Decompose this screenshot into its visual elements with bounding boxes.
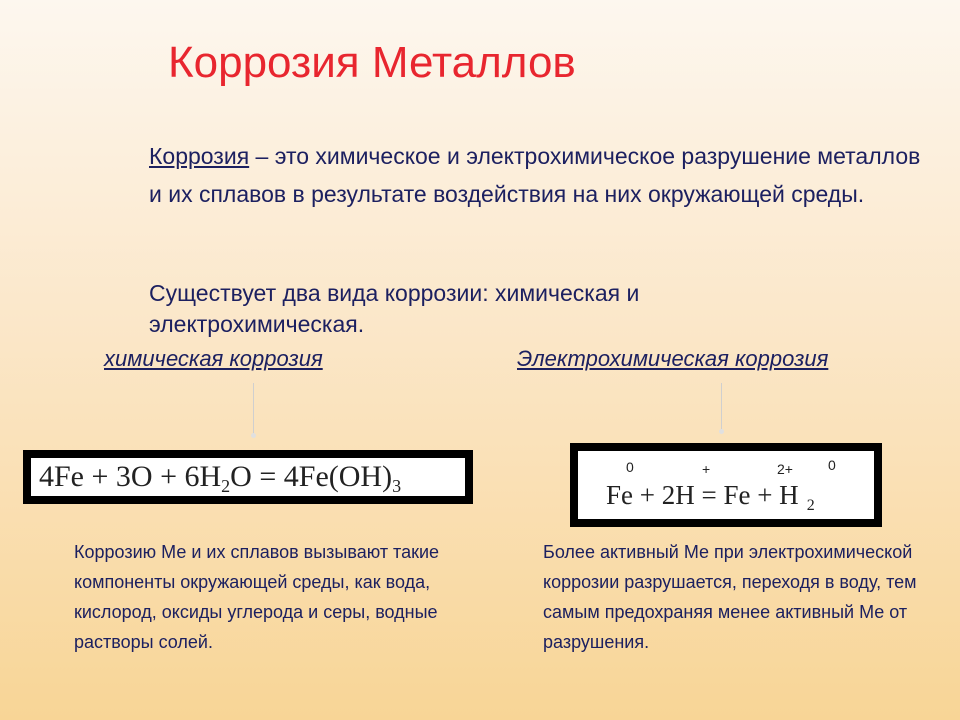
oxidation-state-h-left: + <box>702 461 711 477</box>
electro-equation-subscript: 2 <box>806 497 815 514</box>
right-connector-line <box>721 383 722 433</box>
definition-term: Коррозия <box>149 143 250 169</box>
left-connector-arrowhead <box>251 433 256 438</box>
formula-part-1: 4Fe + 3O + 6H <box>39 460 222 493</box>
oxidation-state-h-right: 0 <box>828 457 836 473</box>
types-intro-paragraph: Существует два вида коррозии: химическая и электрохимическая. <box>149 280 640 337</box>
oxidation-state-fe-left: 0 <box>626 459 634 475</box>
chemical-corrosion-formula <box>23 450 473 504</box>
formula-subscript-1: 2 <box>221 476 231 496</box>
electrochemical-corrosion-note: Более активный Ме при электрохимической коррозии разрушается, переходя в воду, тем самым предохраняя менее активный Ме от разрушения. <box>543 542 917 652</box>
formula-subscript-2: 3 <box>392 476 402 496</box>
definition-paragraph <box>149 137 939 213</box>
formula-part-2: O = 4Fe(OH) <box>230 460 393 493</box>
electrochemical-corrosion-heading: Электрохимическая коррозия <box>517 346 829 371</box>
right-connector-arrowhead <box>719 429 724 434</box>
electro-equation <box>606 480 815 515</box>
definition-text: – это химическое и электрохимическое разрушение металлов и их сплавов в результате воздействия на них окружающей среды. <box>149 143 921 207</box>
chemical-corrosion-heading: химическая коррозия <box>104 346 323 371</box>
electro-equation-text: Fe + 2H = Fe + H <box>606 480 799 510</box>
slide-title: Коррозия Металлов <box>168 38 576 87</box>
left-connector-line <box>253 383 254 435</box>
chemical-corrosion-note: Коррозию Ме и их сплавов вызывают такие компоненты окружающей среды, как вода, кислород, оксиды углерода и серы, водные растворы солей. <box>74 542 440 652</box>
electrochemical-corrosion-formula <box>570 443 882 527</box>
oxidation-state-fe-right: 2+ <box>777 461 793 477</box>
